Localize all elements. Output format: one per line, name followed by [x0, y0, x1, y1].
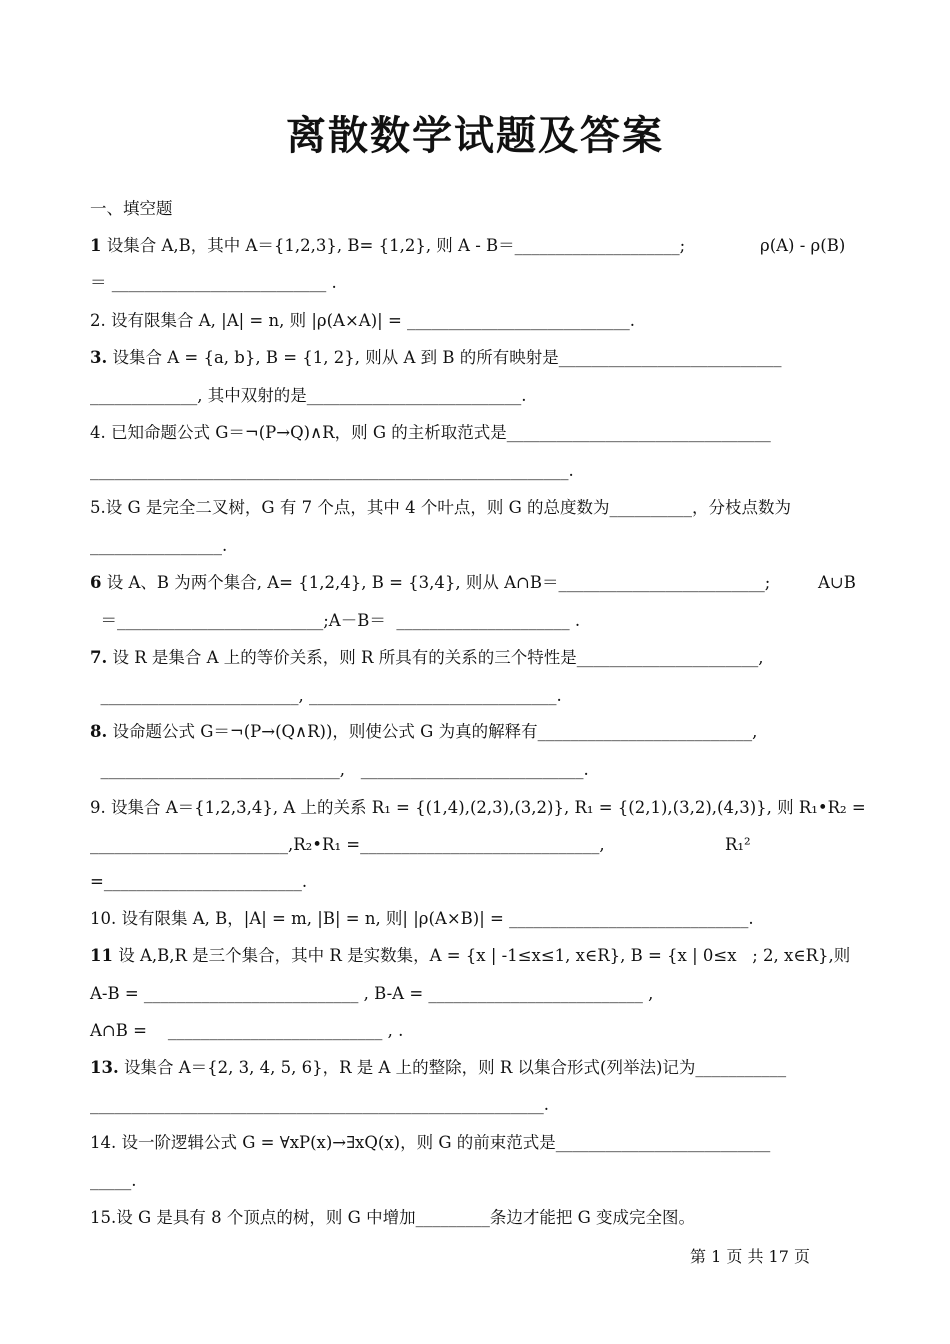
question-text: ________________________, ______________________________. [90, 686, 562, 705]
question-number: 6 [90, 573, 102, 592]
question-number: 2. [90, 311, 106, 330]
question-line [90, 1170, 137, 1192]
question-text: 设 A,B,R 是三个集合，其中 R 是实数集，A = {x | -1≤x≤1, x∈R}, B = {x | 0≤x ; 2, x∈R},则 [112, 946, 851, 965]
question-text: _____________________________, ___________________________. [90, 760, 589, 779]
question-line [90, 610, 580, 632]
question-line [90, 945, 850, 967]
page-footer: 第 1 页 共 17 页 [690, 1247, 810, 1266]
question-line [90, 908, 754, 930]
question-text: A-B = __________________________ , B-A = __________________________ , [90, 984, 654, 1003]
question-text: 已知命题公式 G＝¬(P→Q)∧R，则 G 的主析取范式是________________________________ [105, 423, 771, 442]
section-heading: 一、填空题 [90, 199, 173, 218]
question-text: 设集合 A＝{1,2,3,4}, A 上的关系 R₁ = {(1,4),(2,3),(3,2)}, R₁ = {(2,1),(3,2),(4,3)}, 则 R₁•R₂ = [105, 798, 866, 817]
question-text: 设集合 A＝{2, 3, 4, 5, 6}，R 是 A 上的整除，则 R 以集合形式(列举法)记为___________ [118, 1058, 787, 1077]
question-line [90, 235, 685, 257]
question-text: =________________________. [90, 872, 308, 891]
question-right-text: R₁² [725, 835, 751, 854]
question-text: ＝_________________________;A－B＝ _____________________ . [90, 611, 581, 630]
question-line [90, 1132, 770, 1154]
question-line [90, 871, 307, 893]
question-number: 5. [90, 498, 106, 517]
question-text: ________________________,R₂•R₁ =_____________________________, [90, 835, 605, 854]
question-line [90, 272, 337, 294]
question-number: 4. [90, 423, 106, 442]
question-number: 1 [90, 236, 102, 255]
question-text: 设有限集合 A, |A| = n, 则 |ρ(A×A)| = ___________________________. [105, 311, 636, 330]
question-line [90, 721, 757, 743]
question-right-text: A∪B [818, 573, 856, 592]
question-number: 13. [90, 1058, 119, 1077]
question-line [90, 385, 527, 407]
question-line [90, 759, 589, 781]
question-line [90, 1207, 695, 1229]
question-line [90, 834, 605, 856]
question-line [90, 422, 771, 444]
question-text: ＝ __________________________ . [90, 273, 337, 292]
question-number: 9. [90, 798, 106, 817]
question-line [90, 983, 653, 1005]
question-text: _____. [90, 1171, 137, 1190]
question-line [90, 497, 791, 519]
question-text: 设一阶逻辑公式 G = ∀xP(x)→∃xQ(x)，则 G 的前束范式是__________________________ [116, 1133, 771, 1152]
question-line [90, 797, 866, 819]
question-text: 设 G 是完全二叉树，G 有 7 个点，其中 4 个叶点，则 G 的总度数为__________，分枝点数为 [105, 498, 791, 517]
question-text: 设有限集 A, B，|A| = m, |B| = n, 则| |ρ(A×B)| = _____________________________. [116, 909, 754, 928]
question-right-text: ρ(A) - ρ(B) [760, 236, 846, 255]
question-line [90, 310, 635, 332]
question-text: A∩B = __________________________ , . [90, 1021, 404, 1040]
question-text: _____________, 其中双射的是__________________________. [90, 386, 527, 405]
question-number: 15. [90, 1208, 117, 1227]
question-number: 3. [90, 348, 108, 367]
question-text: 设集合 A = {a, b}, B = {1, 2}, 则从 A 到 B 的所有映射是___________________________ [107, 348, 782, 367]
question-text: 设集合 A,B，其中 A＝{1,2,3}, B= {1,2}, 则 A - B＝____________________; [101, 236, 686, 255]
question-text: __________________________________________________________. [90, 461, 574, 480]
question-number: 14. [90, 1133, 117, 1152]
question-number: 10. [90, 909, 117, 928]
question-number: 7. [90, 648, 108, 667]
question-line [90, 460, 574, 482]
question-text: ________________. [90, 536, 228, 555]
question-line [90, 1057, 786, 1079]
question-number: 11 [90, 946, 113, 965]
question-line [90, 572, 770, 594]
question-text: 设 A、B 为两个集合, A= {1,2,4}, B = {3,4}, 则从 A∩B＝_________________________; [101, 573, 771, 592]
question-line [90, 647, 763, 669]
question-line [90, 347, 782, 369]
page-title: 离散数学试题及答案 [286, 113, 664, 159]
question-line [90, 535, 227, 557]
question-line [90, 685, 562, 707]
question-number: 8. [90, 722, 108, 741]
question-line [90, 1094, 549, 1116]
question-text: 设 R 是集合 A 上的等价关系，则 R 所具有的关系的三个特性是______________________, [107, 648, 764, 667]
question-text: 设 G 是具有 8 个顶点的树，则 G 中增加_________条边才能把 G 变成完全图。 [116, 1208, 695, 1227]
question-text: 设命题公式 G＝¬(P→(Q∧R))，则使公式 G 为真的解释有__________________________, [107, 722, 758, 741]
question-line [90, 1020, 403, 1042]
question-text: _______________________________________________________. [90, 1095, 549, 1114]
